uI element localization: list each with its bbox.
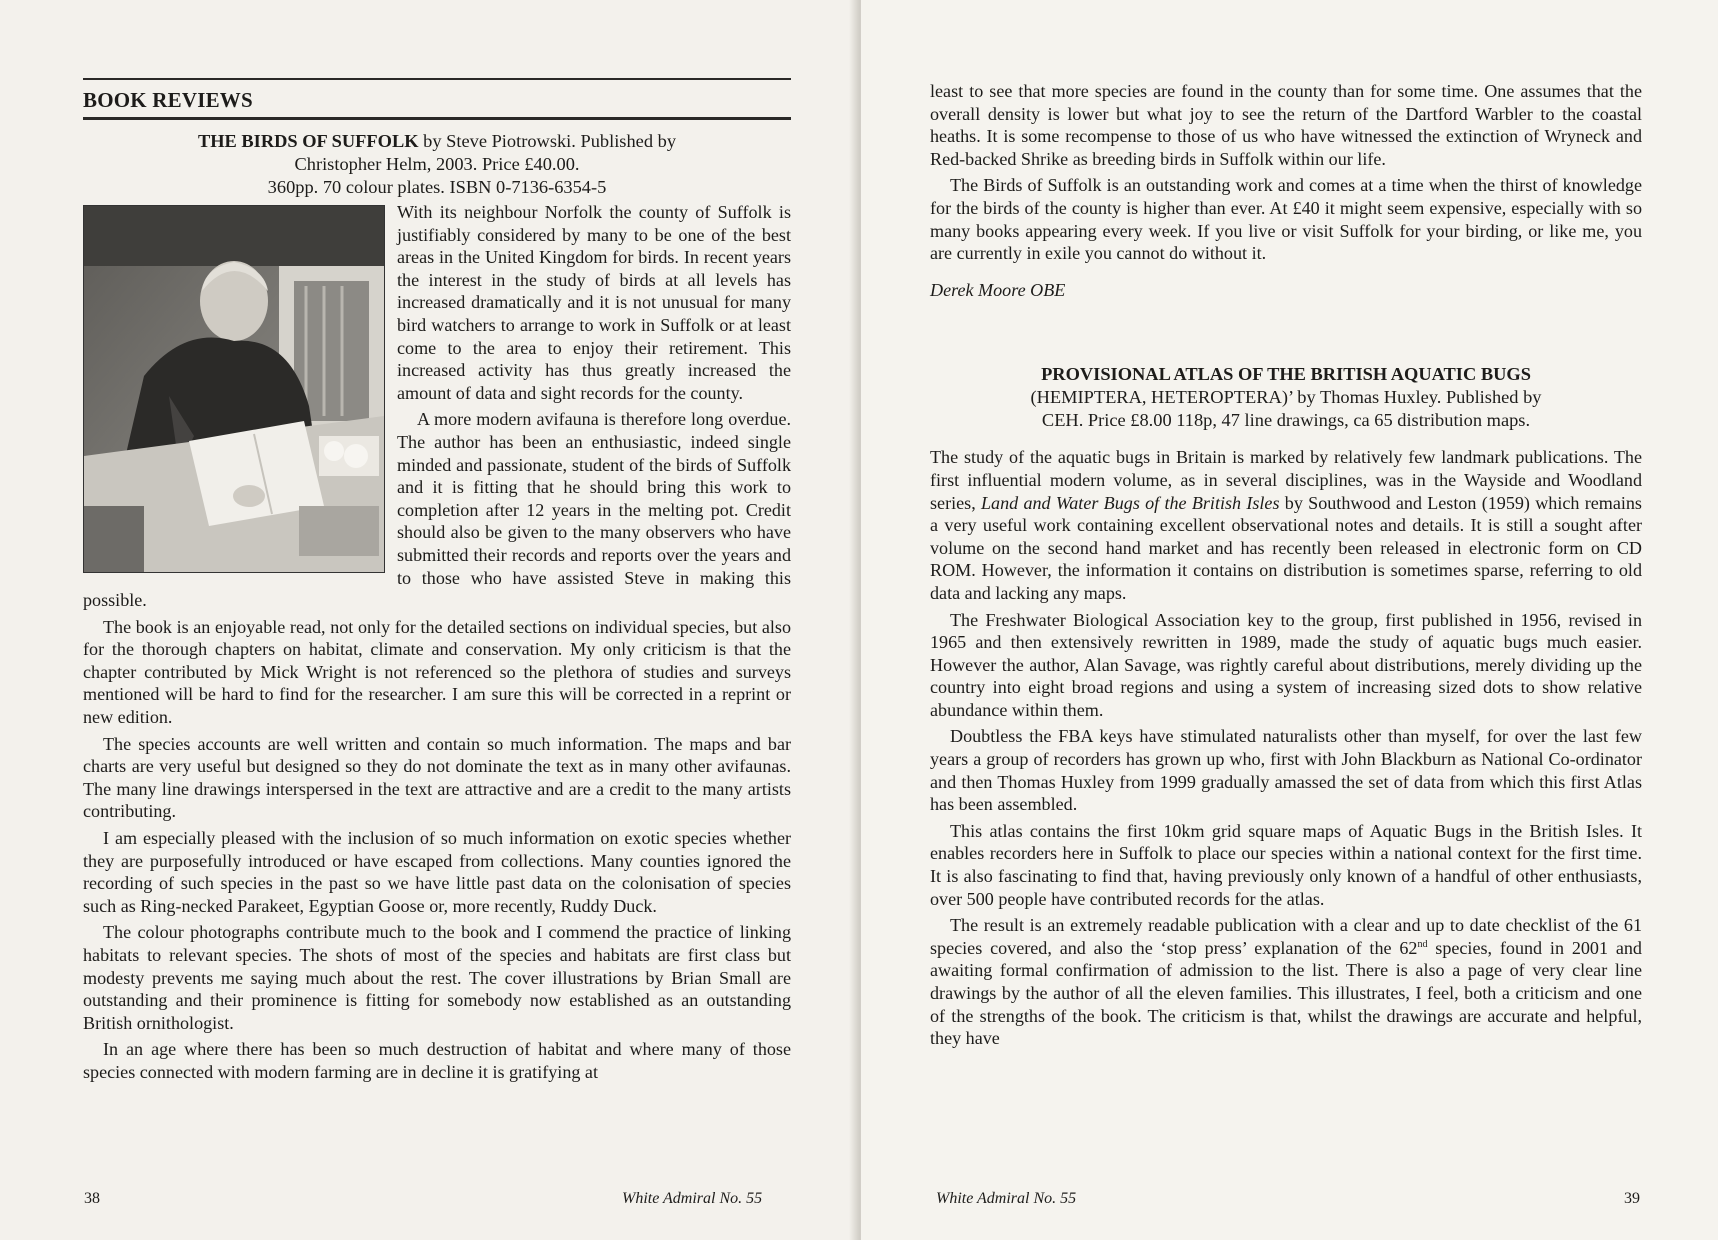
atlas-subtitle-line: (HEMIPTERA, HETEROPTERA)’ by Thomas Huxley. Published by — [1030, 387, 1542, 408]
review-paragraph-6: The colour photographs contribute much to the book and I commend the practice of linking habitats to relevant species. The shots of most of the species and habitats are first class but modesty prevents me saying much about the rest. The cover illustrations by Brian Small are outstanding and their prominence is fitting for somebody now established as an outstanding British ornithologist. — [83, 922, 791, 1033]
review-paragraph-1: With its neighbour Norfolk the county of Suffolk is justifiably considered by many to be one of the best areas in the United Kingdom for birds. In recent years the interest in the study of birds at all levels has increased dramatically and it is not unusual for many bird watchers to arrange to work in Suffolk or at least come to the area to enjoy their retirement. This increased activity has thus greatly increased the amount of data and sight records for the county. — [397, 202, 791, 403]
atlas-paragraph-2: The Freshwater Biological Association key to the group, first published in 1956, revised in 1965 and then extensively rewritten in 1989, made the study of aquatic bugs much easier. However the author, Alan Savage, was rightly careful about distributions, merely dividing up the country into eight broad regions and using a system of increasing sized dots to show relative abundance within them. — [930, 609, 1642, 720]
atlas-p1-text-a: The study of the aquatic bugs in Britain is marked by relatively few landmark publications. The first influential modern volume, as in several disciplines, was in the Wayside and Woodland series, — [930, 447, 1642, 513]
review-paragraph-3: The book is an enjoyable read, not only for the detailed sections on individual species, but also for the thorough chapters on habitat, climate and conservation. My only criticism is that the chapter contributed by Mick Wright is not referenced so the plethora of studies and surveys mentioned will be hard to find for the researcher. I am sure this will be corrected in a reprint or new edition. — [83, 616, 791, 728]
reviewer-signature: Derek Moore OBE — [930, 279, 1066, 300]
book-details-line: 360pp. 70 colour plates. ISBN 0-7136-6354-5 — [267, 177, 607, 197]
atlas-p1-text-b: by Southwood and Leston (1959) which remains a very useful work containing excellent observational notes and details. It is still a sought after volume on the second hand market and has recently been released in electronic form on CD ROM. However, the information it contains on distribution is sometimes sparse, referring to old data and lacking any maps. — [930, 492, 1642, 603]
atlas-paragraph-5 — [930, 914, 1642, 1050]
atlas-title: PROVISIONAL ATLAS OF THE BRITISH AQUATIC BUGS — [1041, 364, 1531, 385]
review-continued-paragraph-1: least to see that more species are found in the county than for some time. One assumes that the overall density is lower but what joy to see the return of the Dartford Warbler to the coastal heaths. It is some recompense to those of us who have witnessed the extinction of Wryneck and Red-backed Shrike as breeding birds in Suffolk within our life. — [930, 81, 1642, 169]
left-page-content — [83, 78, 791, 1084]
review-continued-paragraph-2: The Birds of Suffolk is an outstanding work and comes at a time when the thirst of knowledge for the birds of the county is higher than ever. At £40 it might seem expensive, especially with so many books appearing every week. If you live or visit Suffolk for your birding, or like me, you are currently in exile you cannot do without it. — [930, 175, 1642, 264]
review-paragraph-2: A more modern avifauna is therefore long overdue. The author has been an enthusiastic, indeed single minded and passionate, student of the birds of Suffolk and it is fitting that he should bring this work to completion after 12 years in the melting pot. Credit should also be given to the many observers who have submitted their records and reports over the years and to those who have assisted Steve in making this possible. — [83, 409, 791, 611]
journal-title-right: White Admiral No. 55 — [936, 1190, 1077, 1207]
page-number-left: 38 — [84, 1190, 100, 1207]
header-rule-bottom — [83, 117, 791, 120]
publisher-line: Christopher Helm, 2003. Price £40.00. — [294, 154, 580, 174]
photo-of-author-signing-books-icon — [83, 205, 385, 573]
right-page-content — [930, 80, 1642, 1050]
book-byline: by Steve Piotrowski. Published by — [418, 131, 677, 151]
page-number-right: 39 — [1624, 1190, 1640, 1207]
review-paragraph-5: I am especially pleased with the inclusion of so much information on exotic species whether they are purposefully introduced or have escaped from collections. Many counties ignored the recording of such species in the past so we have little past data on the colonisation of species such as Ring-necked Parakeet, Egyptian Goose or, more recently, Ruddy Duck. — [83, 828, 791, 916]
journal-title-left: White Admiral No. 55 — [622, 1190, 763, 1207]
atlas-review-heading — [930, 363, 1642, 432]
book-title: THE BIRDS OF SUFFOLK — [197, 131, 419, 151]
section-title: BOOK REVIEWS — [83, 88, 253, 112]
atlas-paragraph-3: Doubtless the FBA keys have stimulated naturalists other than myself, for over the last few years a group of recorders has grown up who, first with John Blackburn as National Co-ordinator and then Thomas Huxley from 1999 gradually amassed the set of data from which this first Atlas has been assembled. — [930, 726, 1642, 815]
atlas-p5-text-a: The result is an extremely readable publication with a clear and up to date checklist of the 61 species covered, and also the ‘stop press’ explanation of the 62 — [930, 915, 1642, 958]
review-heading — [83, 130, 791, 199]
review-paragraph-4: The species accounts are well written and contain so much information. The maps and bar charts are very useful but designed so they do not dominate the text as in many other avifaunas. The many line drawings interspersed in the text are attractive and are a credit to the many artists contributing. — [83, 733, 791, 822]
atlas-p5-text-b: species, found in 2001 and awaiting formal confirmation of admission to the list. There is also a page of very clear line drawings by the author of all the eleven families. This illustrates, I feel, both a criticism and one of the strengths of the book. The criticism is that, whilst the drawings are accurate and helpful, they have — [930, 937, 1642, 1049]
right-page — [861, 0, 1718, 1240]
atlas-price-line: CEH. Price £8.00 118p, 47 line drawings, ca 65 distribution maps. — [1041, 410, 1531, 431]
photo-graphic — [84, 206, 384, 572]
ordinal-suffix: nd — [1417, 938, 1428, 950]
left-page — [0, 0, 857, 1240]
atlas-p1-book-title: Land and Water Bugs of the British Isles — [980, 492, 1280, 513]
review-paragraph-7: In an age where there has been so much destruction of habitat and where many of those species connected with modern farming are in decline it is gratifying at — [83, 1039, 791, 1082]
atlas-paragraph-4: This atlas contains the first 10km grid square maps of Aquatic Bugs in the British Isles. It enables recorders here in Suffolk to place our species within a national context for the first time. It is also fascinating to find that, having previously only known of a handful of other enthusiasts, over 500 people have contributed records for the atlas. — [930, 820, 1642, 909]
atlas-paragraph-1 — [930, 446, 1642, 604]
